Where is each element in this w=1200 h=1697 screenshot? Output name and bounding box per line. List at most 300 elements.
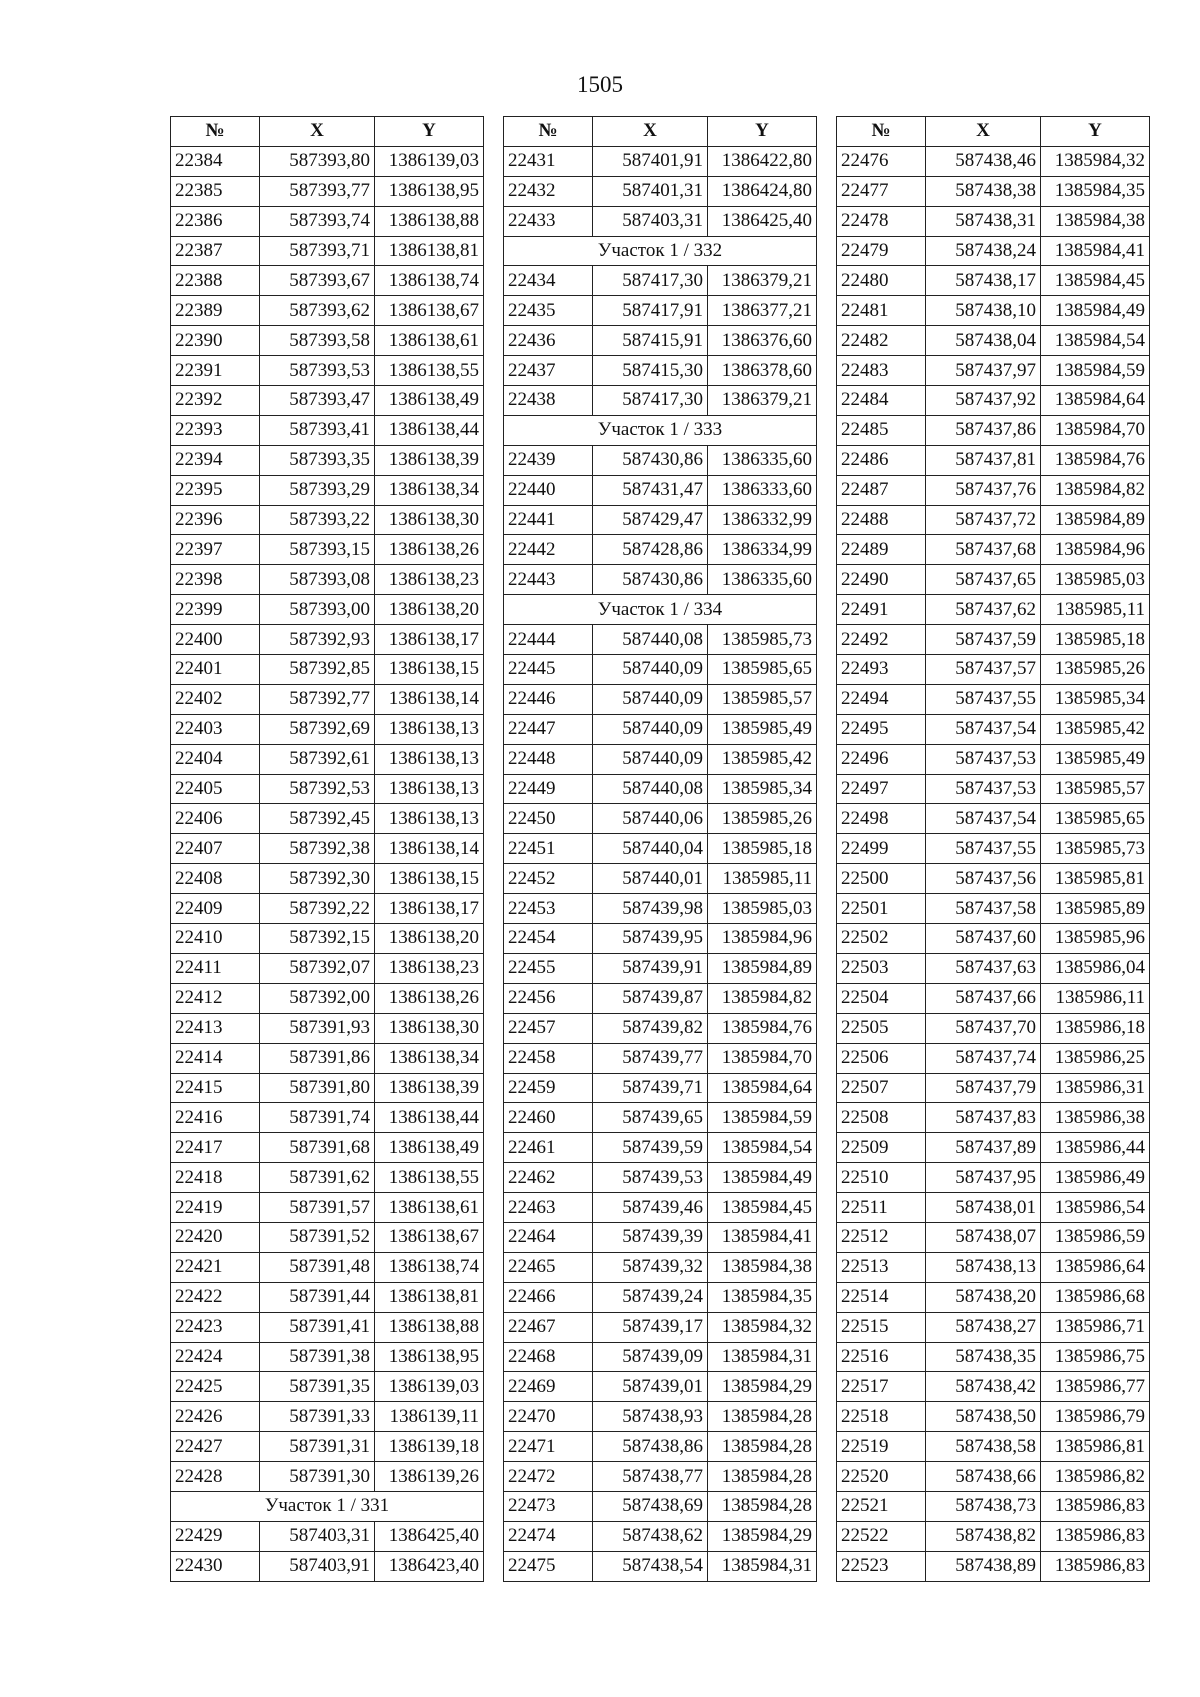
point-number-cell: 22392 [171,386,260,416]
point-number-cell: 22419 [171,1193,260,1223]
section-label: Участок 1 / 333 [504,415,817,445]
y-coordinate-cell: 1386379,21 [708,266,817,296]
point-number-cell: 22498 [837,804,926,834]
x-coordinate-cell: 587440,06 [593,804,708,834]
table-row [504,505,817,535]
point-number-cell: 22384 [171,146,260,176]
table-row [171,1551,484,1581]
table-row [837,146,1150,176]
header-y: Y [1041,117,1150,147]
y-coordinate-cell: 1385984,70 [708,1043,817,1073]
y-coordinate-cell: 1385985,18 [708,834,817,864]
y-coordinate-cell: 1385984,82 [1041,475,1150,505]
y-coordinate-cell: 1385984,49 [1041,296,1150,326]
x-coordinate-cell: 587437,66 [926,983,1041,1013]
y-coordinate-cell: 1386333,60 [708,475,817,505]
table-row [504,894,817,924]
y-coordinate-cell: 1386138,13 [375,804,484,834]
table-row [171,535,484,565]
point-number-cell: 22514 [837,1282,926,1312]
page-number: 1505 [577,72,623,97]
y-coordinate-cell: 1386138,17 [375,625,484,655]
point-number-cell: 22441 [504,505,593,535]
x-coordinate-cell: 587439,91 [593,953,708,983]
table-row [837,1073,1150,1103]
table-row [837,356,1150,386]
table-row [504,1551,817,1581]
point-number-cell: 22472 [504,1462,593,1492]
y-coordinate-cell: 1386139,03 [375,1372,484,1402]
x-coordinate-cell: 587437,54 [926,804,1041,834]
x-coordinate-cell: 587437,72 [926,505,1041,535]
x-coordinate-cell: 587429,47 [593,505,708,535]
x-coordinate-cell: 587437,57 [926,655,1041,685]
point-number-cell: 22425 [171,1372,260,1402]
point-number-cell: 22453 [504,894,593,924]
table-row [504,1432,817,1462]
point-number-cell: 22499 [837,834,926,864]
x-coordinate-cell: 587393,15 [260,535,375,565]
y-coordinate-cell: 1385984,76 [708,1013,817,1043]
table-row [837,1163,1150,1193]
y-coordinate-cell: 1386139,18 [375,1432,484,1462]
point-number-cell: 22454 [504,924,593,954]
section-label: Участок 1 / 331 [171,1491,484,1521]
table-row [504,804,817,834]
y-coordinate-cell: 1386138,74 [375,266,484,296]
table-row [171,983,484,1013]
y-coordinate-cell: 1385986,11 [1041,983,1150,1013]
table-row [837,445,1150,475]
x-coordinate-cell: 587417,91 [593,296,708,326]
table-row [171,655,484,685]
y-coordinate-cell: 1386138,44 [375,1103,484,1133]
point-number-cell: 22468 [504,1342,593,1372]
x-coordinate-cell: 587439,32 [593,1252,708,1282]
y-coordinate-cell: 1386377,21 [708,296,817,326]
table-row [504,535,817,565]
table-row [171,774,484,804]
point-number-cell: 22402 [171,684,260,714]
table-row [837,1342,1150,1372]
point-number-cell: 22390 [171,326,260,356]
x-coordinate-cell: 587438,13 [926,1252,1041,1282]
x-coordinate-cell: 587439,65 [593,1103,708,1133]
point-number-cell: 22417 [171,1133,260,1163]
x-coordinate-cell: 587392,15 [260,924,375,954]
x-coordinate-cell: 587439,46 [593,1193,708,1223]
table-row [504,1073,817,1103]
point-number-cell: 22503 [837,953,926,983]
point-number-cell: 22473 [504,1491,593,1521]
table-row [171,1103,484,1133]
x-coordinate-cell: 587438,89 [926,1551,1041,1581]
x-coordinate-cell: 587438,82 [926,1521,1041,1551]
x-coordinate-cell: 587392,07 [260,953,375,983]
y-coordinate-cell: 1385984,54 [708,1133,817,1163]
y-coordinate-cell: 1385985,96 [1041,924,1150,954]
y-coordinate-cell: 1385986,81 [1041,1432,1150,1462]
x-coordinate-cell: 587393,71 [260,236,375,266]
table-row [837,714,1150,744]
table-row [504,176,817,206]
x-coordinate-cell: 587437,55 [926,834,1041,864]
table-row [837,804,1150,834]
table-row [171,475,484,505]
table-row [504,1043,817,1073]
table-row [171,445,484,475]
point-number-cell: 22482 [837,326,926,356]
point-number-cell: 22483 [837,356,926,386]
x-coordinate-cell: 587431,47 [593,475,708,505]
point-number-cell: 22516 [837,1342,926,1372]
y-coordinate-cell: 1385986,44 [1041,1133,1150,1163]
y-coordinate-cell: 1386138,14 [375,684,484,714]
y-coordinate-cell: 1386376,60 [708,326,817,356]
table-row [504,1402,817,1432]
point-number-cell: 22404 [171,744,260,774]
table-row [171,1462,484,1492]
x-coordinate-cell: 587393,74 [260,206,375,236]
x-coordinate-cell: 587439,39 [593,1222,708,1252]
point-number-cell: 22459 [504,1073,593,1103]
y-coordinate-cell: 1386379,21 [708,386,817,416]
table-row [504,774,817,804]
x-coordinate-cell: 587438,07 [926,1222,1041,1252]
header-y: Y [375,117,484,147]
y-coordinate-cell: 1385985,81 [1041,864,1150,894]
point-number-cell: 22426 [171,1402,260,1432]
x-coordinate-cell: 587438,93 [593,1402,708,1432]
x-coordinate-cell: 587392,45 [260,804,375,834]
point-number-cell: 22445 [504,655,593,685]
table-row [504,326,817,356]
x-coordinate-cell: 587437,79 [926,1073,1041,1103]
table-row [171,236,484,266]
y-coordinate-cell: 1385985,18 [1041,625,1150,655]
y-coordinate-cell: 1386138,30 [375,505,484,535]
x-coordinate-cell: 587392,22 [260,894,375,924]
table-row [504,1222,817,1252]
y-coordinate-cell: 1385984,89 [708,953,817,983]
section-header-row [171,1491,484,1521]
y-coordinate-cell: 1385985,49 [708,714,817,744]
x-coordinate-cell: 587391,52 [260,1222,375,1252]
point-number-cell: 22476 [837,146,926,176]
y-coordinate-cell: 1386138,74 [375,1252,484,1282]
y-coordinate-cell: 1385986,31 [1041,1073,1150,1103]
x-coordinate-cell: 587439,09 [593,1342,708,1372]
point-number-cell: 22436 [504,326,593,356]
point-number-cell: 22477 [837,176,926,206]
y-coordinate-cell: 1385984,31 [708,1342,817,1372]
x-coordinate-cell: 587439,71 [593,1073,708,1103]
y-coordinate-cell: 1385984,29 [708,1372,817,1402]
x-coordinate-cell: 587392,00 [260,983,375,1013]
header-x: X [260,117,375,147]
x-coordinate-cell: 587391,41 [260,1312,375,1342]
y-coordinate-cell: 1385985,26 [1041,655,1150,685]
table-row [837,1462,1150,1492]
table-row [171,1193,484,1223]
x-coordinate-cell: 587392,61 [260,744,375,774]
point-number-cell: 22519 [837,1432,926,1462]
x-coordinate-cell: 587440,08 [593,625,708,655]
x-coordinate-cell: 587437,70 [926,1013,1041,1043]
x-coordinate-cell: 587391,48 [260,1252,375,1282]
table-row [504,924,817,954]
x-coordinate-cell: 587403,31 [593,206,708,236]
point-number-cell: 22520 [837,1462,926,1492]
point-number-cell: 22440 [504,475,593,505]
x-coordinate-cell: 587439,87 [593,983,708,1013]
table-row [171,1521,484,1551]
point-number-cell: 22428 [171,1462,260,1492]
table-row [171,1222,484,1252]
y-coordinate-cell: 1386138,95 [375,176,484,206]
x-coordinate-cell: 587393,00 [260,595,375,625]
y-coordinate-cell: 1385985,03 [1041,565,1150,595]
y-coordinate-cell: 1386138,49 [375,386,484,416]
x-coordinate-cell: 587440,09 [593,714,708,744]
y-coordinate-cell: 1386138,13 [375,774,484,804]
point-number-cell: 22438 [504,386,593,416]
point-number-cell: 22521 [837,1491,926,1521]
point-number-cell: 22485 [837,415,926,445]
point-number-cell: 22388 [171,266,260,296]
table-row [171,505,484,535]
x-coordinate-cell: 587438,50 [926,1402,1041,1432]
table-row [171,894,484,924]
y-coordinate-cell: 1386423,40 [375,1551,484,1581]
x-coordinate-cell: 587438,01 [926,1193,1041,1223]
y-coordinate-cell: 1385986,04 [1041,953,1150,983]
table-row [504,834,817,864]
point-number-cell: 22513 [837,1252,926,1282]
x-coordinate-cell: 587393,41 [260,415,375,445]
point-number-cell: 22403 [171,714,260,744]
table-row [837,1491,1150,1521]
table-row [171,744,484,774]
point-number-cell: 22462 [504,1163,593,1193]
point-number-cell: 22523 [837,1551,926,1581]
point-number-cell: 22480 [837,266,926,296]
table-row [171,953,484,983]
x-coordinate-cell: 587391,31 [260,1432,375,1462]
table-row [171,684,484,714]
table-row [504,684,817,714]
point-number-cell: 22494 [837,684,926,714]
table-row [171,326,484,356]
y-coordinate-cell: 1385985,65 [708,655,817,685]
y-coordinate-cell: 1386138,34 [375,475,484,505]
point-number-cell: 22458 [504,1043,593,1073]
y-coordinate-cell: 1385984,28 [708,1491,817,1521]
table-row [504,983,817,1013]
table-row [837,684,1150,714]
x-coordinate-cell: 587393,35 [260,445,375,475]
table-row [504,744,817,774]
y-coordinate-cell: 1385984,28 [708,1432,817,1462]
point-number-cell: 22385 [171,176,260,206]
table-row [504,356,817,386]
point-number-cell: 22455 [504,953,593,983]
x-coordinate-cell: 587391,44 [260,1282,375,1312]
x-coordinate-cell: 587438,38 [926,176,1041,206]
point-number-cell: 22442 [504,535,593,565]
x-coordinate-cell: 587392,30 [260,864,375,894]
header-number: № [837,117,926,147]
x-coordinate-cell: 587437,89 [926,1133,1041,1163]
table-row [837,625,1150,655]
table-row [171,1073,484,1103]
y-coordinate-cell: 1385986,18 [1041,1013,1150,1043]
point-number-cell: 22463 [504,1193,593,1223]
y-coordinate-cell: 1385984,82 [708,983,817,1013]
x-coordinate-cell: 587437,55 [926,684,1041,714]
point-number-cell: 22500 [837,864,926,894]
point-number-cell: 22398 [171,565,260,595]
point-number-cell: 22430 [171,1551,260,1581]
table-row [171,1013,484,1043]
point-number-cell: 22471 [504,1432,593,1462]
y-coordinate-cell: 1385986,75 [1041,1342,1150,1372]
x-coordinate-cell: 587417,30 [593,266,708,296]
x-coordinate-cell: 587393,47 [260,386,375,416]
section-label: Участок 1 / 332 [504,236,817,266]
x-coordinate-cell: 587438,62 [593,1521,708,1551]
x-coordinate-cell: 587393,29 [260,475,375,505]
table-row [837,1222,1150,1252]
y-coordinate-cell: 1386139,11 [375,1402,484,1432]
x-coordinate-cell: 587430,86 [593,445,708,475]
y-coordinate-cell: 1385984,96 [1041,535,1150,565]
x-coordinate-cell: 587391,38 [260,1342,375,1372]
point-number-cell: 22429 [171,1521,260,1551]
y-coordinate-cell: 1385984,49 [708,1163,817,1193]
table-row [837,1193,1150,1223]
x-coordinate-cell: 587439,01 [593,1372,708,1402]
point-number-cell: 22389 [171,296,260,326]
point-number-cell: 22466 [504,1282,593,1312]
y-coordinate-cell: 1385986,49 [1041,1163,1150,1193]
x-coordinate-cell: 587391,74 [260,1103,375,1133]
point-number-cell: 22522 [837,1521,926,1551]
x-coordinate-cell: 587391,35 [260,1372,375,1402]
point-number-cell: 22495 [837,714,926,744]
x-coordinate-cell: 587415,91 [593,326,708,356]
x-coordinate-cell: 587437,76 [926,475,1041,505]
x-coordinate-cell: 587438,77 [593,1462,708,1492]
y-coordinate-cell: 1385986,64 [1041,1252,1150,1282]
y-coordinate-cell: 1385985,89 [1041,894,1150,924]
y-coordinate-cell: 1385986,59 [1041,1222,1150,1252]
coordinates-table-3 [836,116,1150,1582]
point-number-cell: 22437 [504,356,593,386]
table-row [837,1372,1150,1402]
table-row [171,176,484,206]
x-coordinate-cell: 587403,31 [260,1521,375,1551]
y-coordinate-cell: 1386138,17 [375,894,484,924]
table-row [837,415,1150,445]
y-coordinate-cell: 1385986,79 [1041,1402,1150,1432]
table-row [504,714,817,744]
x-coordinate-cell: 587439,24 [593,1282,708,1312]
point-number-cell: 22486 [837,445,926,475]
table-row [837,983,1150,1013]
y-coordinate-cell: 1385984,35 [708,1282,817,1312]
x-coordinate-cell: 587437,97 [926,356,1041,386]
y-coordinate-cell: 1386335,60 [708,445,817,475]
table-row [171,146,484,176]
table-row [837,236,1150,266]
table-row [171,1312,484,1342]
point-number-cell: 22465 [504,1252,593,1282]
point-number-cell: 22400 [171,625,260,655]
y-coordinate-cell: 1385985,73 [1041,834,1150,864]
point-number-cell: 22478 [837,206,926,236]
table-row [837,1551,1150,1581]
point-number-cell: 22470 [504,1402,593,1432]
table-row [504,206,817,236]
x-coordinate-cell: 587430,86 [593,565,708,595]
point-number-cell: 22446 [504,684,593,714]
table-header-row [171,117,484,147]
x-coordinate-cell: 587391,93 [260,1013,375,1043]
point-number-cell: 22408 [171,864,260,894]
y-coordinate-cell: 1385985,73 [708,625,817,655]
x-coordinate-cell: 587392,77 [260,684,375,714]
point-number-cell: 22451 [504,834,593,864]
point-number-cell: 22421 [171,1252,260,1282]
table-row [837,1252,1150,1282]
y-coordinate-cell: 1385985,26 [708,804,817,834]
point-number-cell: 22496 [837,744,926,774]
section-label: Участок 1 / 334 [504,595,817,625]
point-number-cell: 22394 [171,445,260,475]
y-coordinate-cell: 1386425,40 [708,206,817,236]
point-number-cell: 22457 [504,1013,593,1043]
point-number-cell: 22434 [504,266,593,296]
x-coordinate-cell: 587440,08 [593,774,708,804]
point-number-cell: 22435 [504,296,593,326]
y-coordinate-cell: 1386138,26 [375,983,484,1013]
x-coordinate-cell: 587440,09 [593,744,708,774]
x-coordinate-cell: 587440,01 [593,864,708,894]
x-coordinate-cell: 587437,58 [926,894,1041,924]
y-coordinate-cell: 1385984,41 [708,1222,817,1252]
table-row [171,1282,484,1312]
point-number-cell: 22489 [837,535,926,565]
x-coordinate-cell: 587438,66 [926,1462,1041,1492]
y-coordinate-cell: 1385985,49 [1041,744,1150,774]
y-coordinate-cell: 1385986,83 [1041,1521,1150,1551]
y-coordinate-cell: 1385985,11 [1041,595,1150,625]
table-row [171,1432,484,1462]
table-row [837,744,1150,774]
x-coordinate-cell: 587440,09 [593,655,708,685]
table-row [171,864,484,894]
y-coordinate-cell: 1386138,49 [375,1133,484,1163]
x-coordinate-cell: 587437,86 [926,415,1041,445]
y-coordinate-cell: 1385986,71 [1041,1312,1150,1342]
x-coordinate-cell: 587437,83 [926,1103,1041,1133]
table-row [504,386,817,416]
table-row [171,386,484,416]
x-coordinate-cell: 587438,54 [593,1551,708,1581]
x-coordinate-cell: 587393,53 [260,356,375,386]
y-coordinate-cell: 1385984,70 [1041,415,1150,445]
